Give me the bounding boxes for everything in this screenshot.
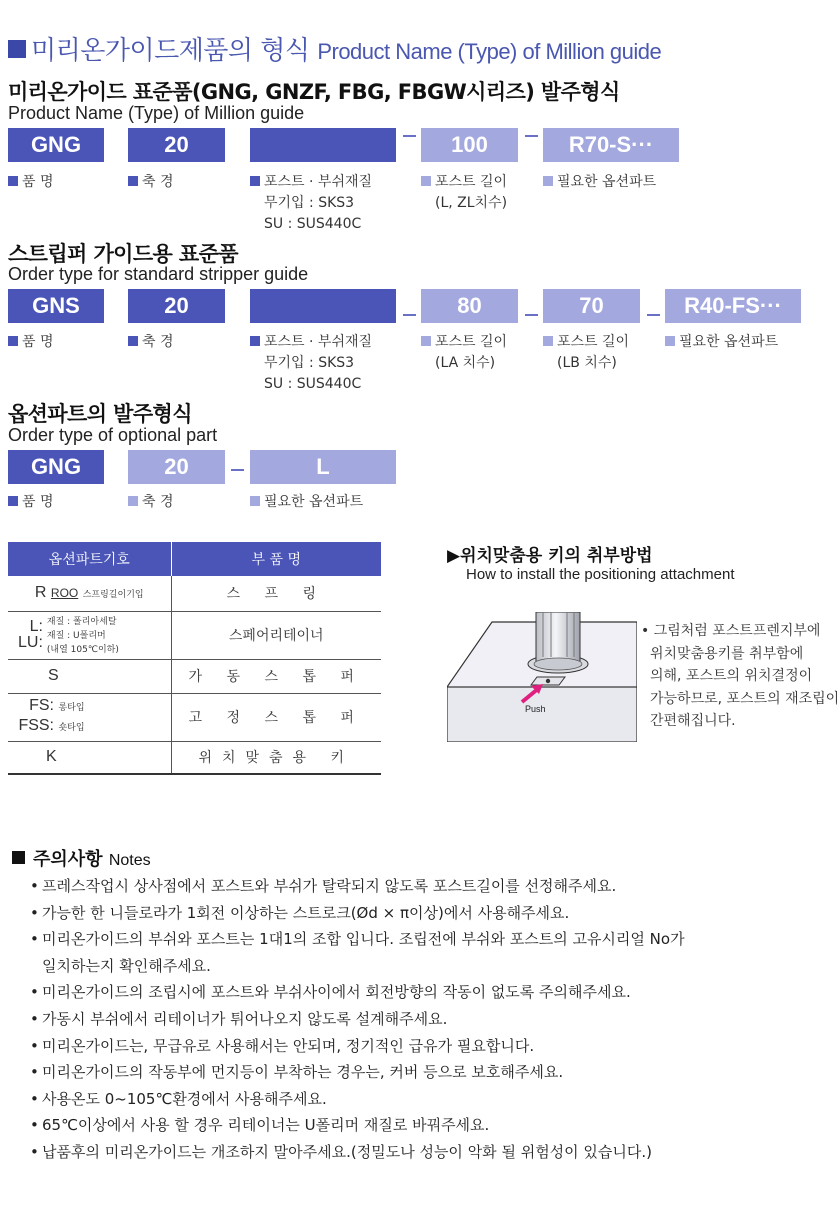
s1-label-length: 포스트 길이 (L, ZL치수) xyxy=(421,172,507,214)
bullet-square-icon xyxy=(421,176,431,186)
table-cell-part: 고 정 스 톱 퍼 xyxy=(171,693,381,741)
table-row xyxy=(8,741,381,774)
s1-label-diameter: 축 경 xyxy=(128,172,174,193)
list-item: • 프레스작업시 상사점에서 포스트와 부쉬가 탈락되지 않도록 포스트길이를 선정해주세요. xyxy=(30,873,830,900)
s1-box-material xyxy=(250,128,396,162)
table-row xyxy=(8,659,381,693)
table-cell-part: 가 동 스 톱 퍼 xyxy=(171,659,381,693)
block-front-face xyxy=(447,687,637,742)
list-item: • 가능한 한 니들로라가 1회전 이상하는 스트로크(Ød × π이상)에서 사용해주세요. xyxy=(30,900,830,927)
page-title-en: Product Name (Type) of Million guide xyxy=(317,39,662,64)
s1-box-name: GNG xyxy=(8,128,104,162)
section2-title: 스트립퍼 가이드용 표준품 xyxy=(8,242,238,266)
s2-box-material xyxy=(250,289,396,323)
push-label: Push xyxy=(525,704,546,714)
table-cell-code: L: LU: 재질 : 폴리아세탈 재질 : U폴리머 (내열 105℃이하) xyxy=(8,611,171,659)
section1-title: 미리온가이드 표준품(GNG, GNZF, FBG, FBGW시리즈) 발주형식 xyxy=(8,80,620,104)
page-title-ko: 미리온가이드제품의 형식 xyxy=(31,36,310,66)
table-row xyxy=(8,693,381,741)
s3-box-option: L xyxy=(250,450,396,484)
section3-title: 옵션파트의 발주형식 xyxy=(8,402,192,426)
s2-dash-2 xyxy=(525,314,538,316)
page-title xyxy=(8,30,661,67)
list-item: • 미리온가이드의 부쉬와 포스트는 1대1의 조합 입니다. 조립전에 부쉬와 포스트의 고유시리얼 No가 일치하는지 확인해주세요. xyxy=(30,926,830,979)
howto-subtitle: How to install the positioning attachment xyxy=(466,566,735,583)
s2-label-length-b: 포스트 길이 (LB 치수) xyxy=(543,332,629,374)
bullet-square-icon xyxy=(543,336,553,346)
install-illustration xyxy=(447,612,637,742)
s1-label-name: 품 명 xyxy=(8,172,54,193)
bullet-square-icon xyxy=(8,336,18,346)
s1-box-option: R70-S··· xyxy=(543,128,679,162)
s2-dash-3 xyxy=(647,314,660,316)
s1-dash-1 xyxy=(403,135,416,137)
list-item: • 미리온가이드의 작동부에 먼지등이 부착하는 경우는, 커버 등으로 보호해주세요. xyxy=(30,1059,830,1086)
s2-box-length-b: 70 xyxy=(543,289,640,323)
bullet-square-icon xyxy=(250,496,260,506)
table-cell-code: FS: 롱타입 FSS: 숏타입 xyxy=(8,693,171,741)
list-item: • 사용온도 0~105℃환경에서 사용해주세요. xyxy=(30,1086,830,1113)
list-item: • 65℃이상에서 사용 할 경우 리테이너는 U폴리머 재질로 바꿔주세요. xyxy=(30,1112,830,1139)
s1-label-material: 포스트 · 부쉬재질 무기입 : SKS3 SU : SUS440C xyxy=(250,172,372,235)
table-row xyxy=(8,576,381,611)
s2-box-option: R40-FS··· xyxy=(665,289,801,323)
bullet-square-icon xyxy=(128,176,138,186)
s2-label-length-a: 포스트 길이 (LA 치수) xyxy=(421,332,507,374)
s3-dash-1 xyxy=(231,469,244,471)
table-cell-code: R ROO 스프링길이기입 xyxy=(8,576,171,611)
list-item: • 가동시 부쉬에서 리테이너가 튀어나오지 않도록 설계해주세요. xyxy=(30,1006,830,1033)
bullet-square-icon xyxy=(8,496,18,506)
section1-subtitle: Product Name (Type) of Million guide xyxy=(8,103,305,123)
howto-description: • 그림처럼 포스트프렌지부에 위치맞춤용키를 취부함에 의해, 포스트의 위치결정이 가능하므로, 포스트의 재조립이 간편해집니다. xyxy=(641,623,840,729)
s2-box-diameter: 20 xyxy=(128,289,225,323)
howto-title: ▶위치맞춤용 키의 취부방법 xyxy=(447,546,653,566)
bullet-square-icon xyxy=(421,336,431,346)
s2-dash-1 xyxy=(403,314,416,316)
s3-label-option: 필요한 옵션파트 xyxy=(250,492,363,513)
s2-label-name: 품 명 xyxy=(8,332,54,353)
notes-list xyxy=(30,873,830,1166)
s1-dash-2 xyxy=(525,135,538,137)
bullet-square-icon xyxy=(128,336,138,346)
s3-label-name: 품 명 xyxy=(8,492,54,513)
s3-label-diameter: 축 경 xyxy=(128,492,174,513)
s3-box-diameter: 20 xyxy=(128,450,225,484)
list-item: • 납품후의 미리온가이드는 개조하지 말아주세요.(정밀도나 성능이 악화 될 위험성이 있습니다.) xyxy=(30,1139,830,1166)
table-cell-code: K xyxy=(8,741,171,774)
table-cell-code: S xyxy=(8,659,171,693)
s3-box-name: GNG xyxy=(8,450,104,484)
list-item: • 미리온가이드의 조립시에 포스트와 부쉬사이에서 회전방향의 작동이 없도록 주의해주세요. xyxy=(30,979,830,1006)
option-parts-table xyxy=(8,542,381,775)
table-row xyxy=(8,611,381,659)
table-cell-part: 스페어리테이너 xyxy=(171,611,381,659)
table-cell-part: 위치맞춤용 키 xyxy=(171,741,381,774)
s1-box-diameter: 20 xyxy=(128,128,225,162)
list-item: • 미리온가이드는, 무급유로 사용해서는 안되며, 정기적인 급유가 필요합니다. xyxy=(30,1033,830,1060)
section3-subtitle: Order type of optional part xyxy=(8,425,218,445)
notes-title: 주의사항 Notes xyxy=(12,845,151,871)
s2-box-name: GNS xyxy=(8,289,104,323)
s1-label-option: 필요한 옵션파트 xyxy=(543,172,656,193)
bullet-square-icon xyxy=(250,176,260,186)
s2-label-option: 필요한 옵션파트 xyxy=(665,332,778,353)
s2-label-diameter: 축 경 xyxy=(128,332,174,353)
bullet-square-icon xyxy=(8,176,18,186)
table-header-part: 부 품 명 xyxy=(171,542,381,576)
notes-square-icon xyxy=(12,851,25,864)
section2-subtitle: Order type for standard stripper guide xyxy=(8,264,309,284)
bullet-square-icon xyxy=(665,336,675,346)
title-square-icon xyxy=(8,40,26,58)
table-cell-part: 스 프 링 xyxy=(171,576,381,611)
table-header-code: 옵션파트기호 xyxy=(8,542,171,576)
table-header-row xyxy=(8,542,381,576)
bullet-square-icon xyxy=(128,496,138,506)
s2-box-length-a: 80 xyxy=(421,289,518,323)
bullet-square-icon xyxy=(250,336,260,346)
s2-label-material: 포스트 · 부쉬재질 무기입 : SKS3 SU : SUS440C xyxy=(250,332,372,395)
s1-box-length: 100 xyxy=(421,128,518,162)
bullet-square-icon xyxy=(543,176,553,186)
